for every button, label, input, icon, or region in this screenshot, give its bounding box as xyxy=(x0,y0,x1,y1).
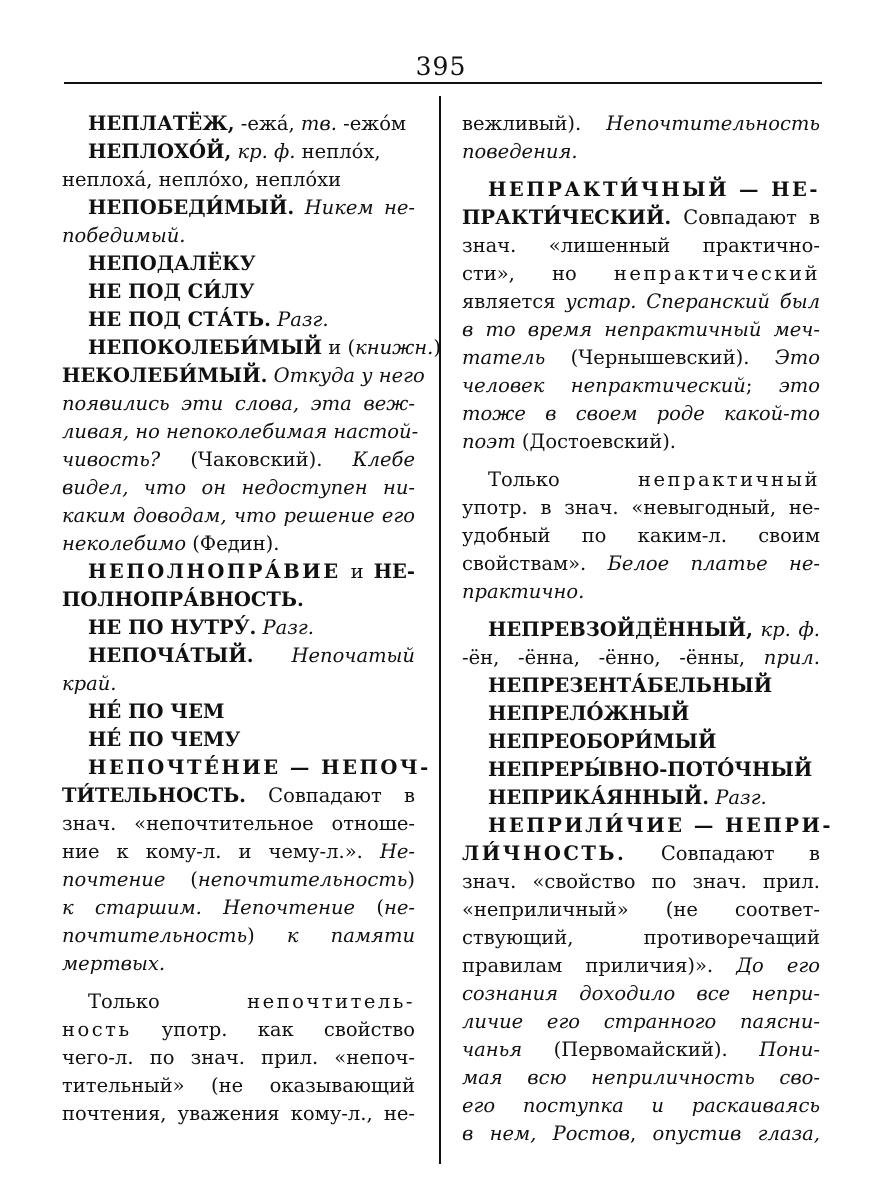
entry-line: в нем, Ростов, опустив глаза, xyxy=(462,1122,820,1145)
entry-line: каким доводам, что решение его xyxy=(62,504,415,527)
entry-line: вежливый). Непочтительность xyxy=(462,112,820,135)
entry-line: НЕПОКОЛЕБИ́МЫЙ и (книжн.) xyxy=(88,336,441,359)
entry-line: его поступка и раскаиваясь xyxy=(462,1094,820,1117)
paragraph-gap xyxy=(462,166,820,176)
entry-line: человек непрактический; это xyxy=(462,374,820,397)
entry-line: почтительность) к памяти xyxy=(62,924,415,947)
entry-line: неколебимо (Федин). xyxy=(62,532,280,555)
page-number: 395 xyxy=(415,52,467,81)
entry-line: НЕПРИЛИ́ЧИЕ — НЕПРИ- xyxy=(488,814,834,837)
entry-line: чанья (Первомайский). Пони- xyxy=(462,1038,820,1061)
entry-line: «неприличный» (не соответ- xyxy=(462,898,820,921)
entry-line: почтения, уважения кому-л., не- xyxy=(62,1102,415,1125)
paragraph-gap xyxy=(462,606,820,616)
entry-line: ТИ́ТЕЛЬНОСТЬ. Совпадают в xyxy=(62,784,415,807)
left-column xyxy=(62,110,441,1128)
entry-line: поведения. xyxy=(462,140,578,163)
entry-line: личие его странного паясни- xyxy=(462,1010,820,1033)
header-rule xyxy=(64,82,822,84)
entry-line: ливая, но непоколебимая настой- xyxy=(62,420,419,443)
entry-line: НЕПРЕРЫ́ВНО-ПОТО́ЧНЫЙ xyxy=(488,758,813,781)
entry-line: свойствам». Белое платье не- xyxy=(462,552,821,575)
entry-line: НЕПОЧА́ТЫЙ. Непочатый xyxy=(88,644,415,667)
entry-line: тоже в своем роде какой-то xyxy=(462,402,820,425)
entry-line: ствующий, противоречащий xyxy=(462,926,820,949)
entry-line: НЕПРЕВЗОЙДЁННЫЙ, кр. ф. xyxy=(488,618,820,641)
entry-line: НЕ ПО НУТРУ́. Разг. xyxy=(88,616,314,639)
entry-line: НЕКОЛЕБИ́МЫЙ. Откуда у него xyxy=(62,364,425,387)
entry-line: ние к кому-л. и чему-л.». Не- xyxy=(62,840,415,863)
entry-line: к старшим. Непочтение (не- xyxy=(62,896,415,919)
entry-line: мая всю неприличность сво- xyxy=(462,1066,820,1089)
entry-line: НЕПРИКА́ЯННЫЙ. Разг. xyxy=(488,786,767,809)
entry-line: появились эти слова, эта веж- xyxy=(62,392,415,415)
entry-line: НЕПОЛНОПРА́ВИЕ и НЕ- xyxy=(88,560,415,583)
entry-line: употр. в знач. «невыгодный, не- xyxy=(462,496,820,519)
entry-line: НЕПЛАТЁЖ, -ежа́, тв. -ежо́м xyxy=(88,112,407,135)
right-column xyxy=(462,110,834,1148)
entry-line: -ён, -ённа, -ённо, -ённы, прил. xyxy=(462,646,820,669)
entry-line: правилам приличия)». До его xyxy=(462,954,820,977)
entry-line: НЕПЛОХО́Й, кр. ф. непло́х, xyxy=(88,140,381,163)
entry-line: НЕ́ ПО ЧЕМ xyxy=(88,700,225,723)
entry-line: НЕ ПОД СТА́ТЬ. Разг. xyxy=(88,308,329,331)
entry-line: видел, что он недоступен ни- xyxy=(62,476,415,499)
entry-line: тительный» (не оказывающий xyxy=(62,1074,415,1097)
entry-line: знач. «лишенный практично- xyxy=(462,234,820,257)
entry-line: знач. «непочтительное отноше- xyxy=(62,812,415,835)
entry-line: ность употр. как свойство xyxy=(62,1018,415,1041)
entry-line: знач. «свойство по знач. прил. xyxy=(462,870,820,893)
entry-line: в то время непрактичный меч- xyxy=(462,318,820,341)
entry-line: НЕПОДАЛЁКУ xyxy=(88,252,256,275)
entry-line: удобный по каким-л. своим xyxy=(462,524,820,547)
entry-line: практично. xyxy=(462,580,585,603)
entry-line: Только непочтитель- xyxy=(88,990,415,1013)
entry-line: НЕПРЕОБОРИ́МЫЙ xyxy=(488,730,717,753)
paragraph-gap xyxy=(462,456,820,466)
entry-line: Только непрактичный xyxy=(488,468,820,491)
entry-line: чего-л. по знач. прил. «непоч- xyxy=(62,1046,415,1069)
entry-line: ЛИ́ЧНОСТЬ. Совпадают в xyxy=(462,842,820,865)
entry-line: сознания доходило все непри- xyxy=(462,982,820,1005)
column-divider xyxy=(439,96,441,1164)
entry-line: чивость? (Чаковский). Клебе xyxy=(62,448,415,471)
entry-line: НЕПРЕЛО́ЖНЫЙ xyxy=(488,702,690,725)
entry-line: поэт (Достоевский). xyxy=(462,430,676,453)
entry-line: победимый. xyxy=(62,224,186,247)
entry-line: край. xyxy=(62,672,117,695)
entry-line: татель (Чернышевский). Это xyxy=(462,346,820,369)
entry-line: НЕ ПОД СИ́ЛУ xyxy=(88,280,255,303)
entry-line: почтение (непочтительность) xyxy=(62,868,415,891)
entry-line: ПОЛНОПРА́ВНОСТЬ. xyxy=(62,588,304,611)
entry-line: НЕПОБЕДИ́МЫЙ. Никем не- xyxy=(88,196,415,219)
entry-line: неплоха́, непло́хо, непло́хи xyxy=(62,168,342,191)
paragraph-gap xyxy=(62,978,415,988)
entry-line: мертвых. xyxy=(62,952,166,975)
entry-line: сти», но непрактический xyxy=(462,262,820,285)
entry-line: НЕПРАКТИ́ЧНЫЙ — НЕ- xyxy=(488,178,820,201)
entry-line: является устар. Сперанский был xyxy=(462,290,820,313)
entry-line: НЕ́ ПО ЧЕМУ xyxy=(88,728,241,751)
entry-line: ПРАКТИ́ЧЕСКИЙ. Совпадают в xyxy=(462,206,820,229)
entry-line: НЕПРЕЗЕНТА́БЕЛЬНЫЙ xyxy=(488,674,773,697)
entry-line: НЕПОЧТЕ́НИЕ — НЕПОЧ- xyxy=(88,756,431,779)
